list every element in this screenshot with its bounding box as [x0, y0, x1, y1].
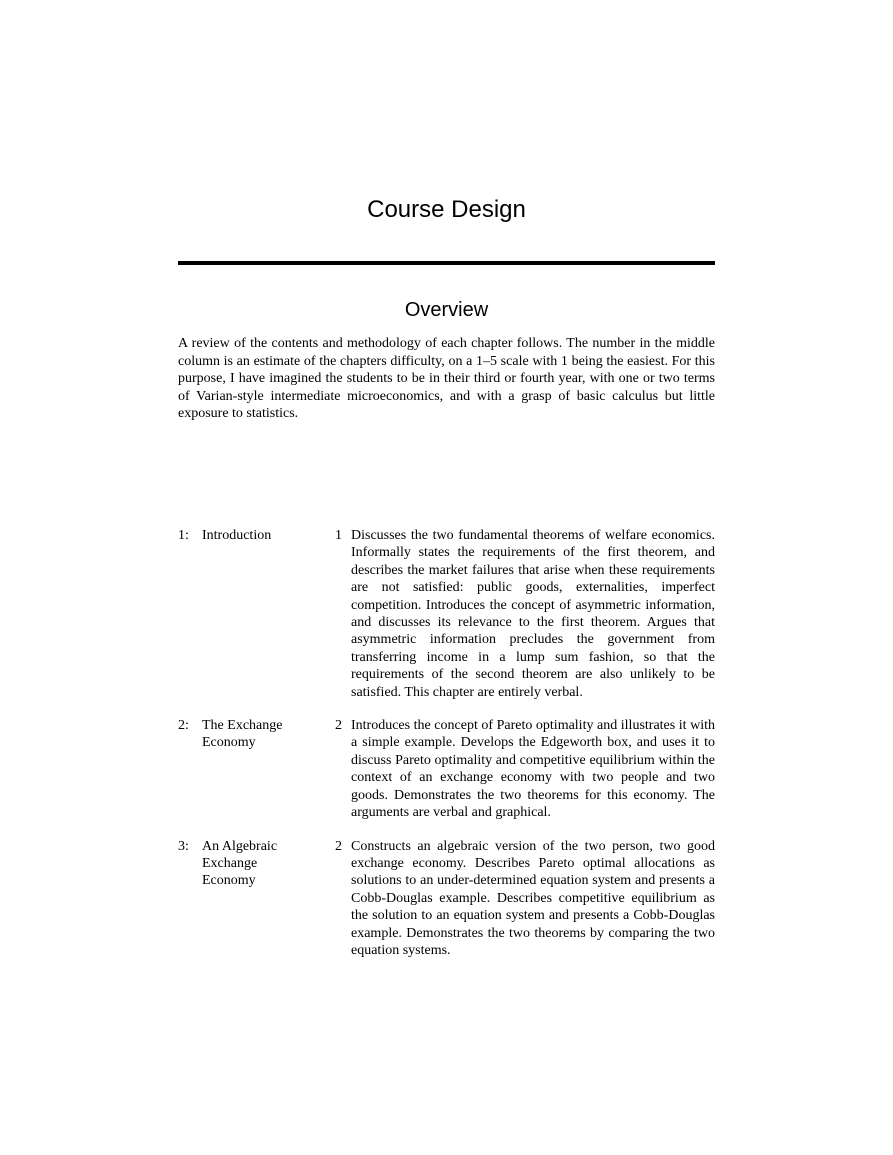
- chapter-number: 3:: [178, 838, 189, 854]
- chapter-difficulty: 1: [335, 528, 342, 543]
- chapter-title: The Exchange Economy: [202, 718, 283, 751]
- chapter-difficulty: 2: [335, 838, 342, 854]
- section-heading: Overview: [404, 299, 489, 321]
- intro-paragraph: A review of the contents and methodology of each chapter follows. The number in the middle column is an estimate of the chapters difficulty, on a 1–5 scale with 1 being the easiest. For this purpose, I have imagined the students to be in their third or fourth year, with one or two terms of Varian-style intermediate microeconomics, and with a grasp of basic calculus but little exposure to statistics.: [178, 336, 715, 422]
- chapter-number: 2:: [178, 718, 189, 734]
- chapter-description: Discusses the two fundamental theorems of welfare economics. Informally states the requirements of the first theorem, and describes the market failures that arise when these requirements are not satisfied: public goods, externalities, imperfect competition. Introduces the concept of asymmetric information, and discusses its relevance to the first theorem. Argues that asymmetric information precludes the government from transferring income in a lump sum fashion, so that the requirements of the second theorem are also unlikely to be satisfied. This chapter are entirely verbal.: [351, 528, 715, 700]
- chapter-title: Introduction: [202, 528, 272, 543]
- chapter-row-3: [178, 838, 715, 960]
- title-rule: [178, 261, 715, 265]
- chapter-list: [178, 527, 715, 975]
- chapter-row-1: [178, 527, 715, 701]
- chapter-description: Introduces the concept of Pareto optimality and illustrates it with a simple example. Develops the Edgeworth box, and uses it to discuss Pareto optimality and competitive equilibrium within the context of an exchange economy with two people and two goods. Demonstrates the two theorems for this economy. The arguments are verbal and graphical.: [351, 718, 715, 821]
- chapter-title: An Algebraic Exchange Economy: [202, 838, 278, 889]
- chapter-row-2: [178, 717, 715, 821]
- chapter-description: Constructs an algebraic version of the two person, two good exchange economy. Describes Pareto optimal allocations as solutions to an under-determined equation system and presents a Cobb-Douglas example. Describes competitive equilibrium as the solution to an equation system and presents a Cobb-Douglas example. Demonstrates the two theorems by comparing the two equation systems.: [351, 838, 715, 958]
- chapter-number: 1:: [178, 528, 189, 543]
- page-title: Course Design: [367, 196, 526, 223]
- chapter-difficulty: 2: [335, 718, 342, 734]
